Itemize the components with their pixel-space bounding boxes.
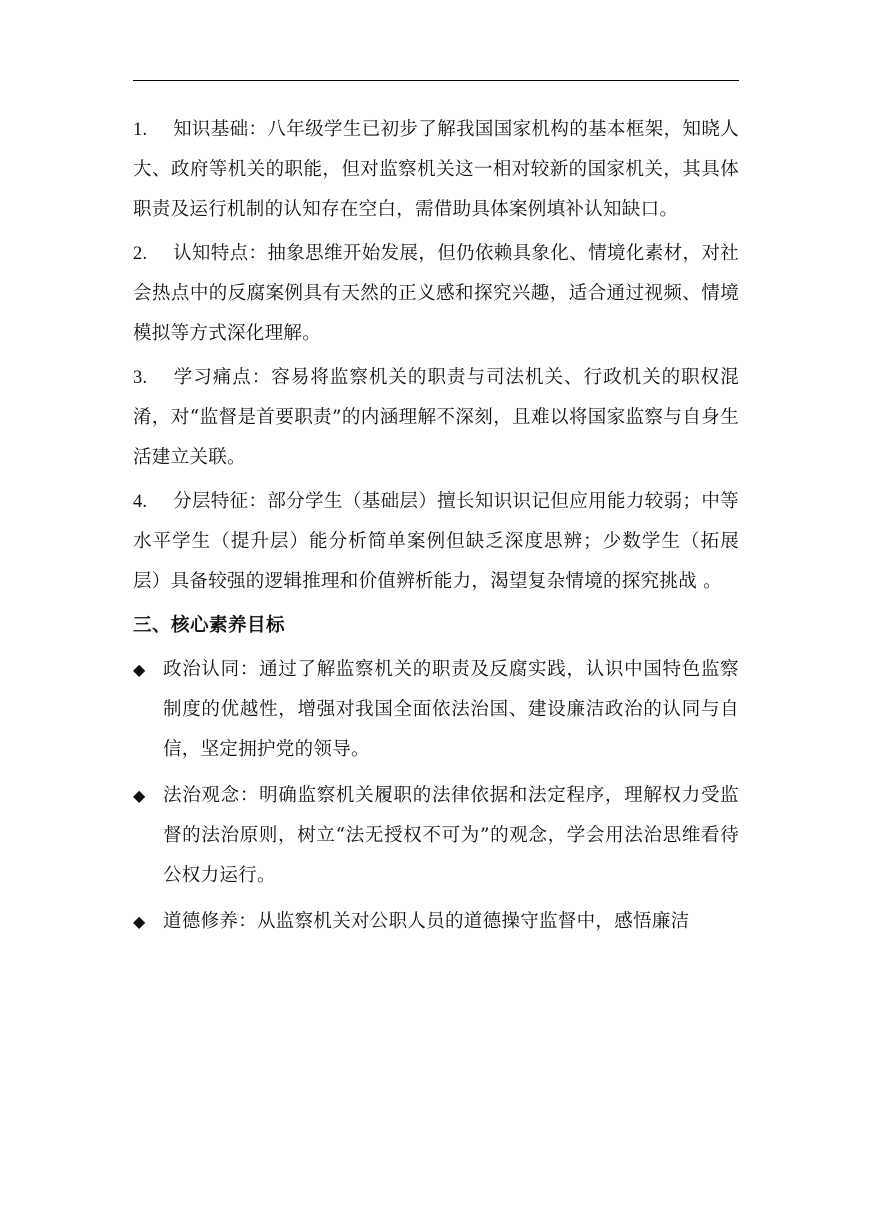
item-number: 3. xyxy=(133,368,148,388)
goal-item-2 xyxy=(133,776,739,896)
item-text: 分层特征：部分学生（基础层）擅长知识识记但应用能力较弱；中等水平学生（提升层）能分析简单案例但缺乏深度思辨；少数学生（拓展层）具备较强的逻辑推理和价值辨析能力，渴望复杂情境的探究挑战 。 xyxy=(133,491,739,592)
analysis-item-2 xyxy=(133,234,739,354)
item-number: 1. xyxy=(133,120,148,140)
item-number: 2. xyxy=(133,244,148,264)
document-body xyxy=(133,110,739,948)
section-heading: 三、核心素养目标 xyxy=(133,615,286,636)
item-number: 4. xyxy=(133,492,148,512)
analysis-item-3 xyxy=(133,358,739,478)
item-text: 学习痛点：容易将监察机关的职责与司法机关、行政机关的职权混淆，对“监督是首要职责”的内涵理解不深刻，且难以将国家监察与自身生活建立关联。 xyxy=(133,367,739,468)
item-text: 认知特点：抽象思维开始发展，但仍依赖具象化、情境化素材，对社会热点中的反腐案例具有天然的正义感和探究兴趣，适合通过视频、情境模拟等方式深化理解。 xyxy=(133,243,739,344)
goal-item-1 xyxy=(133,650,739,770)
goal-text: 政治认同：通过了解监察机关的职责及反腐实践，认识中国特色监察制度的优越性，增强对我国全面依法治国、建设廉洁政治的认同与自信，坚定拥护党的领导。 xyxy=(163,659,739,760)
analysis-item-1 xyxy=(133,110,739,230)
diamond-bullet-icon: ◆ xyxy=(133,660,146,679)
diamond-bullet-icon: ◆ xyxy=(133,786,146,805)
item-text: 知识基础：八年级学生已初步了解我国国家机构的基本框架，知晓人大、政府等机关的职能，但对监察机关这一相对较新的国家机关，其具体职责及运行机制的认知存在空白，需借助具体案例填补认知缺口。 xyxy=(133,119,739,220)
goal-text: 法治观念：明确监察机关履职的法律依据和法定程序，理解权力受监督的法治原则，树立“法无授权不可为”的观念，学会用法治思维看待公权力运行。 xyxy=(163,785,739,886)
header-rule xyxy=(133,80,739,81)
diamond-bullet-icon: ◆ xyxy=(133,912,146,931)
goal-text: 道德修养：从监察机关对公职人员的道德操守监督中，感悟廉洁 xyxy=(163,911,690,932)
goal-item-3 xyxy=(133,902,739,942)
analysis-item-4 xyxy=(133,482,739,602)
